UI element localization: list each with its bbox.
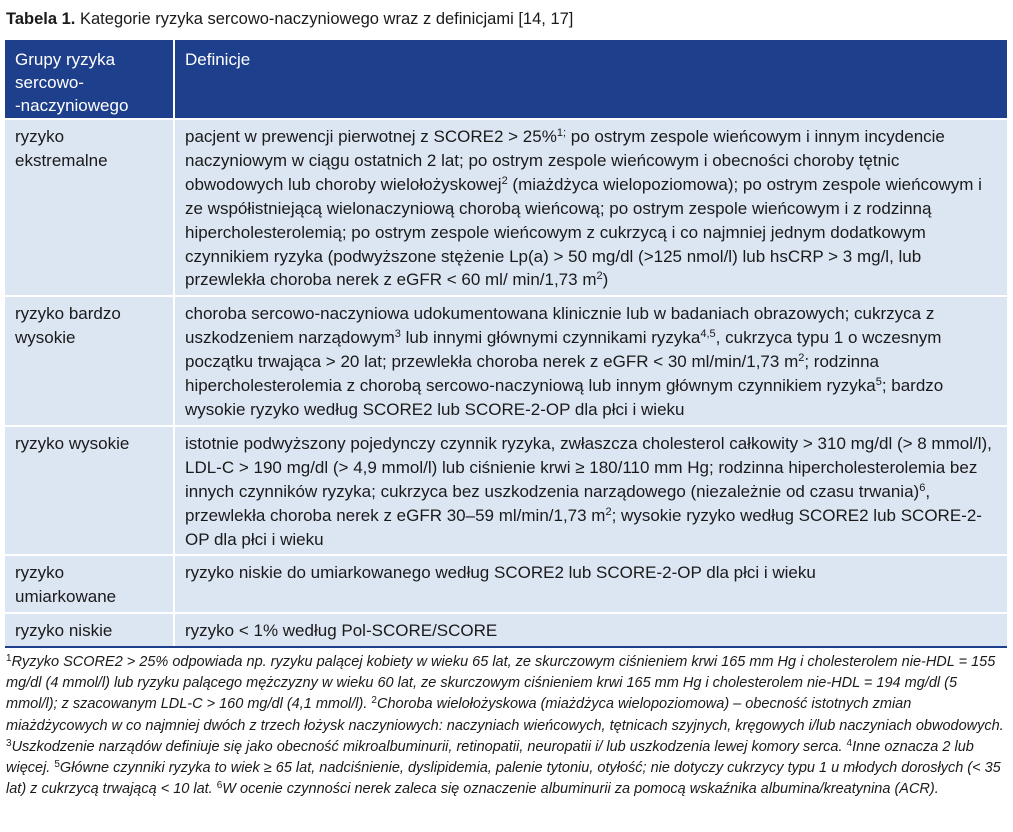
text-segment: W ocenie czynności nerek zaleca się oznaczenie albuminurii za pomocą wskaźnika albumina/kreatynina (ACR).	[222, 781, 939, 798]
risk-category-cell	[5, 119, 174, 296]
footnote-ref: 2	[605, 505, 612, 518]
footnote-ref: 1	[6, 653, 12, 664]
footnote-ref: 1;	[556, 127, 567, 139]
footnote-ref: 4	[846, 737, 853, 749]
footnote-ref: 5	[875, 376, 882, 389]
risk-category-line: ryzyko wysokie	[15, 433, 130, 453]
table-container	[5, 40, 1007, 648]
risk-category-cell	[5, 555, 174, 613]
definition-cell	[174, 426, 1007, 556]
footnote-ref: 6	[216, 780, 223, 792]
footnote-ref: 4,5	[700, 328, 716, 341]
footnotes	[6, 652, 1006, 800]
table-row	[5, 555, 1007, 613]
footnote-ref: 2	[501, 174, 508, 187]
definition-cell	[174, 119, 1007, 296]
text-segment: ; bardzo wysokie ryzyko według SCORE2 lub SCORE-2-OP dla płci i wieku	[185, 376, 944, 419]
risk-categories-table	[5, 40, 1007, 648]
risk-category-line: wysokie	[15, 328, 76, 348]
risk-category-line: ekstremalne	[15, 150, 108, 170]
header-risk-groups	[5, 40, 174, 119]
risk-category-cell	[5, 426, 174, 556]
risk-category-line: ryzyko niskie	[15, 621, 113, 641]
text-segment: ; rodzinna hipercholesterolemia z chorobą sercowo-naczyniową lub innym głównym czynnikiem ryzyka	[185, 352, 880, 396]
text-segment: lub innymi głównymi czynnikami ryzyka	[400, 328, 701, 348]
table-caption	[6, 9, 573, 29]
risk-category-line: ryzyko bardzo	[15, 304, 121, 324]
table-row	[5, 426, 1007, 556]
caption-text: Kategorie ryzyka sercowo-naczyniowego wraz z definicjami [14, 17]	[80, 10, 574, 28]
caption-label: Tabela 1.	[6, 10, 76, 28]
text-segment: , cukrzyca typu 1 o wczesnym początku trwająca > 20 lat; przewlekła choroba nerek z eGFR < 30 ml/min/1,73 m	[185, 328, 942, 372]
header-risk-groups-line: sercowo-	[15, 73, 84, 92]
text-segment: Uszkodzenie narządów definiuje się jako obecność mikroalbuminurii, retinopatii, neuropatii i/ lub uszkodzenia lewej komory serca.	[11, 738, 847, 755]
footnote-ref: 5	[54, 759, 60, 771]
table-row	[5, 296, 1007, 426]
definition-cell	[174, 613, 1007, 647]
text-segment: Ryzyko SCORE2 > 25% odpowiada np. ryzyku palącej kobiety w wieku 65 lat, ze skurczowym ciśnieniem krwi 165 mm Hg i cholesterolem nie-HDL = 155 mg/dl (4 mmol/l) lub ryzyku palącego mężczyzny w wieku 60 lat, ze skurczowym ciśnieniem krwi 165 mm Hg i cholesterolem nie-HDL = 194 mg/dl (5 mmol/l); z szacowanym LDL-C > 160 mg/dl (4,1 mmol/l).	[6, 654, 996, 713]
risk-category-line: ryzyko	[15, 127, 65, 146]
footnote-ref: 6	[919, 481, 926, 494]
footnote-ref: 3	[394, 328, 401, 341]
footnote-ref: 2	[596, 270, 603, 283]
text-segment: Inne oznacza 2 lub więcej.	[6, 738, 974, 777]
risk-category-line: ryzyko	[15, 563, 65, 583]
text-segment: istotnie podwyższony pojedynczy czynnik ryzyka, zwłaszcza cholesterol całkowity > 310 mg/dl (> 8 mmol/l), LDL-C > 190 mg/dl (> 4,9 mmol/l) lub ciśnienie krwi ≥ 180/110 mm Hg; rodzinna hipercholesterolemia bez innych czynników ryzyka; cukrzyca bez uszkodzenia narządowego (niezależnie od czasu trwania)	[185, 433, 992, 501]
text-segment: ; wysokie ryzyko według SCORE2 lub SCORE-2-OP dla płci i wieku	[185, 505, 982, 549]
risk-category-cell	[5, 296, 174, 426]
text-segment: Główne czynniki ryzyka to wiek ≥ 65 lat, nadciśnienie, dyslipidemia, palenie tytoniu, otyłość; nie dotyczy cukrzycy typu 1 u młodych dorosłych (< 35 lat) z cukrzycą trwającą < 10 lat.	[6, 760, 1001, 798]
header-definitions: Definicje	[174, 40, 1007, 119]
text-segment: ryzyko < 1% według Pol-SCORE/SCORE	[185, 621, 498, 641]
text-segment: pacjent w prewencji pierwotnej z SCORE2 > 25%	[185, 127, 557, 146]
text-segment: , przewlekła choroba nerek z eGFR 30–59 ml/min/1,73 m	[185, 481, 931, 525]
footnote-ref: 3	[6, 737, 12, 749]
footnote-ref: 2	[798, 352, 805, 365]
text-segment: choroba sercowo-naczyniowa udokumentowana klinicznie lub w badaniach obrazowych; cukrzyca z uszkodzeniem narządowym	[185, 304, 935, 348]
header-risk-groups-line: -naczyniowego	[15, 96, 129, 115]
table-body	[5, 119, 1007, 647]
definition-cell	[174, 296, 1007, 426]
risk-category-cell	[5, 613, 174, 647]
risk-category-line: umiarkowane	[15, 587, 117, 607]
text-segment: Choroba wielołożyskowa (miażdżyca wielopoziomowa) – obecność istotnych zmian miażdżycowych w co najmniej dwóch z trzech łożysk naczyniowych: naczyniach wieńcowych, tętnicach szyjnych, kręgowych i/lub naczyniach obwodowych.	[6, 696, 1004, 734]
header-risk-groups-line: Grupy ryzyka	[15, 50, 116, 69]
table-row	[5, 119, 1007, 296]
text-segment: (miażdżyca wielopoziomowa); po ostrym zespole wieńcowym i ze współistniejącą wielonaczyniową chorobą wieńcową; po ostrym zespole wieńcowym i z rodzinną hipercholesterolemią; po ostrym zespole wieńcowym z cukrzycą i co najmniej jednym dodatkowym czynnikiem ryzyka (podwyższone stężenie Lp(a) > 50 mg/dl (>125 nmol/l) lub hsCRP > 3 mg/l, lub przewlekła choroba nerek z eGFR < 60 ml/ min/1,73 m	[185, 174, 982, 290]
table-row	[5, 613, 1007, 647]
text-segment: )	[602, 270, 609, 290]
text-segment: ryzyko niskie do umiarkowanego według SCORE2 lub SCORE-2-OP dla płci i wieku	[185, 563, 816, 583]
footnote-ref: 2	[371, 695, 377, 707]
header-row	[5, 40, 1007, 119]
text-segment: po ostrym zespole wieńcowym i innym incydencie naczyniowym w ciągu ostatnich 2 lat; po ostrym zespole wieńcowym i obecności choroby tętnic obwodowych lub choroby wielołożyskowej	[185, 127, 945, 194]
definition-cell	[174, 555, 1007, 613]
